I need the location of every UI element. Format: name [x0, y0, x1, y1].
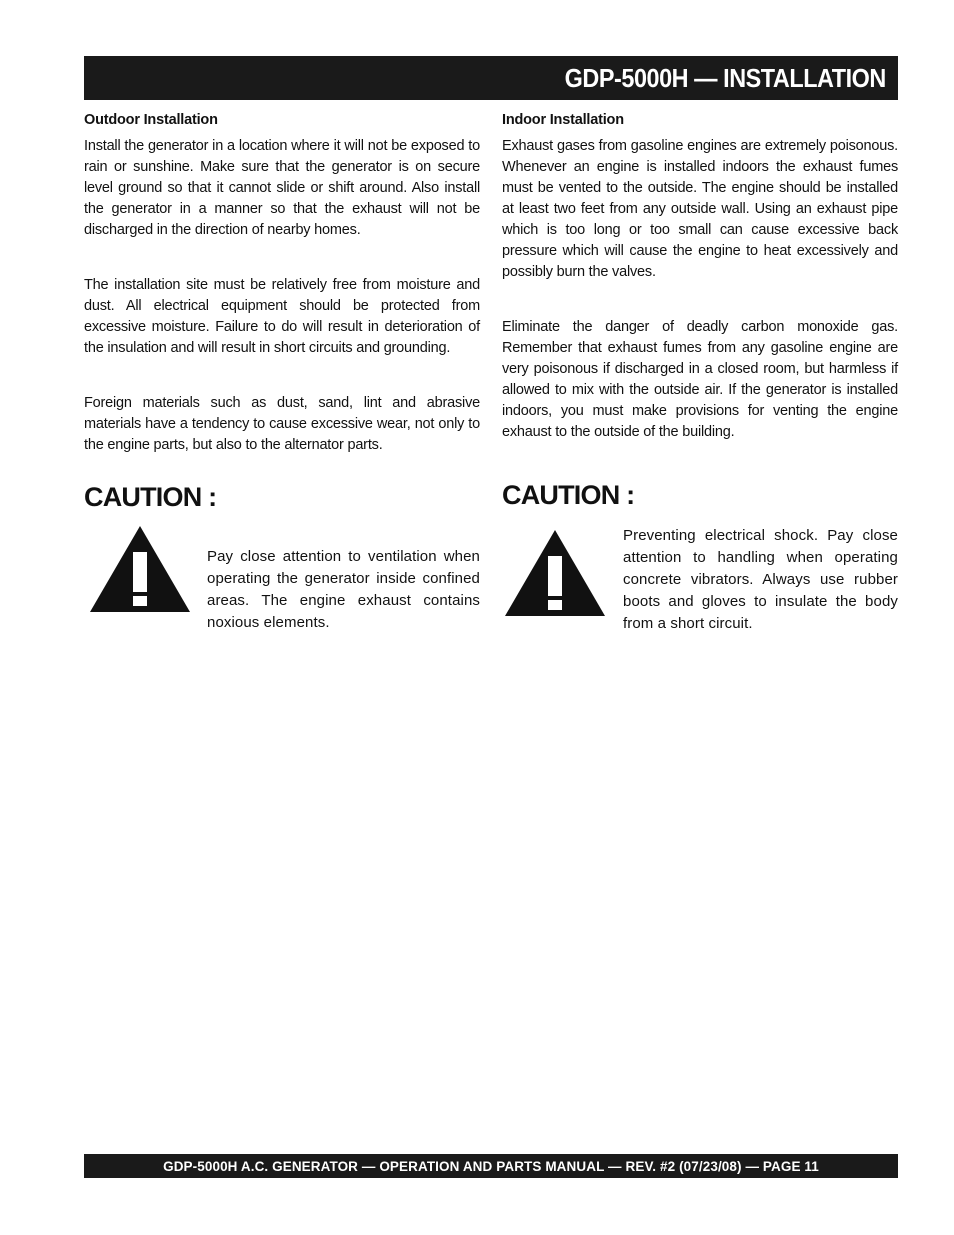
indoor-installation-column	[502, 112, 898, 443]
caution-text-left: Pay close attention to ventilation when operating the generator inside confined areas. The engine exhaust contains noxious elements.	[207, 548, 480, 631]
caution-heading-right: CAUTION :	[502, 480, 635, 510]
indoor-paragraph-2: Eliminate the danger of deadly carbon monoxide gas. Remember that exhaust fumes from any gasoline engine are very poisonous if discharged in a closed room, but harmless if allowed to mix with the outside air. If the generator is installed indoors, you must make provisions for venting the engine exhaust to the outside of the building.	[502, 319, 898, 440]
warning-triangle-icon	[503, 528, 607, 618]
page-title: GDP-5000H — INSTALLATION	[564, 62, 886, 93]
caution-heading-left: CAUTION :	[84, 482, 217, 512]
indoor-paragraph-1: Exhaust gases from gasoline engines are extremely poisonous. Whenever an engine is installed indoors the exhaust fumes must be vented to the outside. The engine should be installed at least two feet from any outside wall. Using an exhaust pipe which is too long or too small can cause excessive back pressure which will cause the engine to heat excessively and possibly burn the valves.	[502, 138, 898, 280]
indoor-installation-heading: Indoor Installation	[502, 112, 624, 128]
outdoor-installation-heading: Outdoor Installation	[84, 112, 218, 128]
outdoor-paragraph-3: Foreign materials such as dust, sand, lint and abrasive materials have a tendency to cause excessive wear, not only to the engine parts, but also to the alternator parts.	[84, 395, 480, 453]
outdoor-paragraph-1: Install the generator in a location where it will not be exposed to rain or sunshine. Make sure that the generator is on secure level ground so that it cannot slide or shift around. Also install the generator in a manner so that the exhaust will not be discharged in the direction of nearby homes.	[84, 138, 480, 238]
footer-text: GDP-5000H A.C. GENERATOR — OPERATION AND PARTS MANUAL — REV. #2 (07/23/08) — PAGE 11	[163, 1158, 819, 1174]
caution-text-right: Preventing electrical shock. Pay close attention to handling when operating concrete vibrators. Always use rubber boots and gloves to insulate the body from a short circuit.	[623, 527, 898, 632]
warning-triangle-icon	[88, 524, 192, 614]
page-footer-bar	[84, 1154, 898, 1178]
page-header-bar	[84, 56, 898, 100]
outdoor-installation-column	[84, 112, 480, 456]
outdoor-paragraph-2: The installation site must be relatively free from moisture and dust. All electrical equipment should be protected from excessive moisture. Failure to do will result in deterioration of the insulation and will result in short circuits and grounding.	[84, 277, 480, 356]
